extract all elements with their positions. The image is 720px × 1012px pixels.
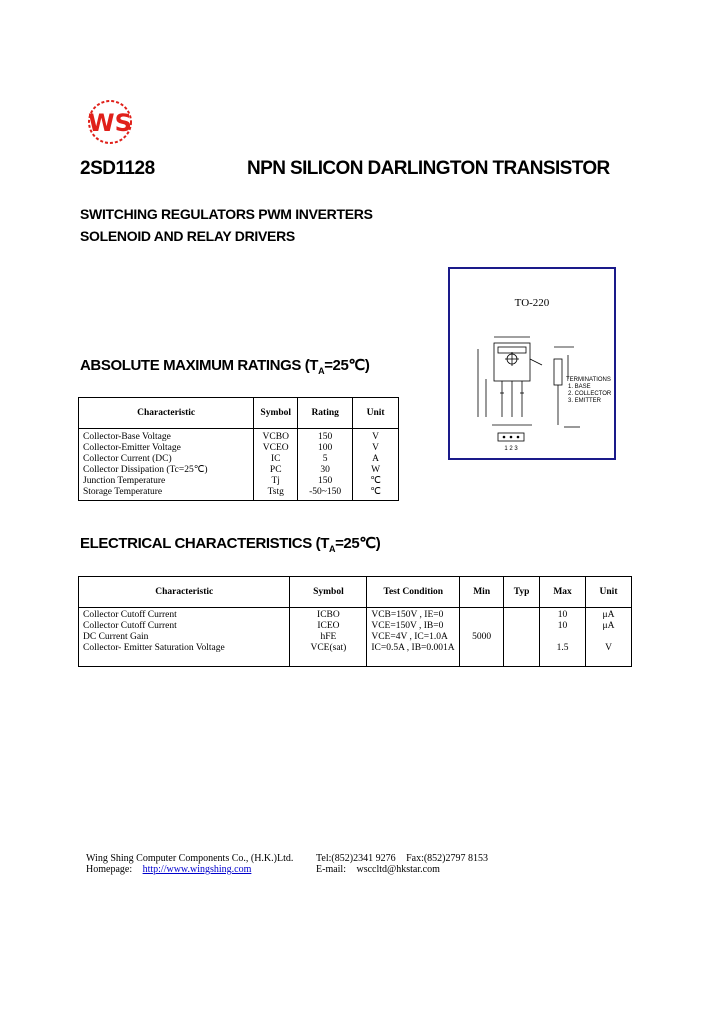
column-header: Characteristic [79, 398, 254, 429]
table-cell: hFE [290, 632, 367, 643]
package-drawing [448, 267, 616, 460]
table-cell: Tj [254, 476, 298, 487]
table-cell: Collector Cutoff Current [79, 621, 290, 632]
application-line-1: SWITCHING REGULATORS PWM INVERTERS [80, 206, 373, 222]
table-cell [504, 621, 540, 632]
table-row [79, 443, 399, 454]
elec-heading: ELECTRICAL CHARACTERISTICS $(T_A=25℃)$ [80, 535, 381, 554]
table-cell: 5000 [460, 632, 504, 643]
column-header: Symbol [290, 577, 367, 608]
column-header: Unit [353, 398, 399, 429]
abs-max-heading: ABSOLUTE MAXIMUM RATINGS $(T_A=25℃)$ [80, 357, 370, 376]
email[interactable]: wsccltd@hkstar.com [356, 864, 440, 875]
table-cell: Junction Temperature [79, 476, 254, 487]
part-number: 2SD1128 [80, 158, 155, 179]
table-cell: 30 [298, 465, 353, 476]
pin-numbers: 1 2 3 [504, 446, 518, 452]
table-row [79, 429, 399, 444]
table-cell: PC [254, 465, 298, 476]
table-cell: Collector Cutoff Current [79, 608, 290, 622]
logo-text: WS [88, 109, 132, 137]
fax: Fax:(852)2797 8153 [406, 853, 489, 864]
table-cell: Storage Temperature [79, 487, 254, 501]
table-cell: VCE(sat) [290, 643, 367, 667]
phone: Tel:(852)2341 9276 [316, 853, 396, 864]
table-row [79, 465, 399, 476]
table-cell: Collector Dissipation (Tc=25℃) [79, 465, 254, 476]
table-cell: Collector Current (DC) [79, 454, 254, 465]
table-cell: VCBO [254, 429, 298, 444]
table-cell: IC [254, 454, 298, 465]
application-line-2: SOLENOID AND RELAY DRIVERS [80, 228, 295, 244]
table-cell: ℃ [353, 487, 399, 501]
table-row [79, 476, 399, 487]
column-header: Symbol [254, 398, 298, 429]
table-cell: IC=0.5A , IB=0.001A [367, 643, 460, 667]
homepage-link[interactable]: http://www.wingshing.com [142, 864, 252, 875]
column-header: Min [460, 577, 504, 608]
email-label: E-mail: [316, 864, 346, 875]
table-cell: VCE=150V , IB=0 [367, 621, 460, 632]
table-cell: 5 [298, 454, 353, 465]
table-cell [504, 643, 540, 667]
abs-max-table [78, 397, 399, 501]
table-cell: 1.5 [540, 643, 586, 667]
table-cell: A [353, 454, 399, 465]
table-cell: -50~150 [298, 487, 353, 501]
table-cell: Tstg [254, 487, 298, 501]
table-row [79, 632, 632, 643]
table-row [79, 487, 399, 501]
table-cell: ICEO [290, 621, 367, 632]
homepage-label: Homepage: [86, 864, 133, 875]
table-row [79, 643, 632, 667]
table-cell: VCEO [254, 443, 298, 454]
table-cell [460, 608, 504, 622]
elec-table [78, 576, 632, 667]
column-header: Unit [586, 577, 632, 608]
termination-3: 3. EMITTER [568, 398, 602, 404]
table-row [79, 608, 632, 622]
table-cell: DC Current Gain [79, 632, 290, 643]
termination-2: 2. COLLECTOR [568, 391, 612, 397]
table-row [79, 621, 632, 632]
terminations-title: TERMINATIONS [566, 377, 611, 383]
column-header: Test Condition [367, 577, 460, 608]
homepage-line [86, 864, 251, 875]
company-name: Wing Shing Computer Components Co., (H.K.)Ltd. [86, 853, 294, 864]
table-header-row [79, 577, 632, 608]
email-line [316, 864, 440, 875]
table-cell [460, 621, 504, 632]
table-cell: μA [586, 621, 632, 632]
table-cell: V [353, 443, 399, 454]
document-title: NPN SILICON DARLINGTON TRANSISTOR [247, 158, 610, 179]
package-name: TO-220 [514, 297, 550, 309]
table-cell: Collector- Emitter Saturation Voltage [79, 643, 290, 667]
table-cell: V [586, 643, 632, 667]
table-cell: 10 [540, 608, 586, 622]
company-logo [80, 98, 142, 146]
table-cell [540, 632, 586, 643]
table-cell: ℃ [353, 476, 399, 487]
table-cell: VCB=150V , IE=0 [367, 608, 460, 622]
table-cell: 10 [540, 621, 586, 632]
termination-1: 1. BASE [568, 384, 591, 390]
table-cell: μA [586, 608, 632, 622]
column-header: Rating [298, 398, 353, 429]
table-cell: 150 [298, 476, 353, 487]
table-cell: 150 [298, 429, 353, 444]
table-cell: VCE=4V , IC=1.0A [367, 632, 460, 643]
table-cell [504, 632, 540, 643]
table-cell: Collector-Emitter Voltage [79, 443, 254, 454]
table-cell: 100 [298, 443, 353, 454]
to220-outline [456, 319, 612, 459]
table-cell: W [353, 465, 399, 476]
table-cell: V [353, 429, 399, 444]
table-cell: Collector-Base Voltage [79, 429, 254, 444]
table-cell: ICBO [290, 608, 367, 622]
column-header: Typ [504, 577, 540, 608]
column-header: Characteristic [79, 577, 290, 608]
table-cell [460, 643, 504, 667]
table-cell [586, 632, 632, 643]
table-cell [504, 608, 540, 622]
table-row [79, 454, 399, 465]
contact-phone-fax [316, 853, 488, 864]
table-header-row [79, 398, 399, 429]
column-header: Max [540, 577, 586, 608]
